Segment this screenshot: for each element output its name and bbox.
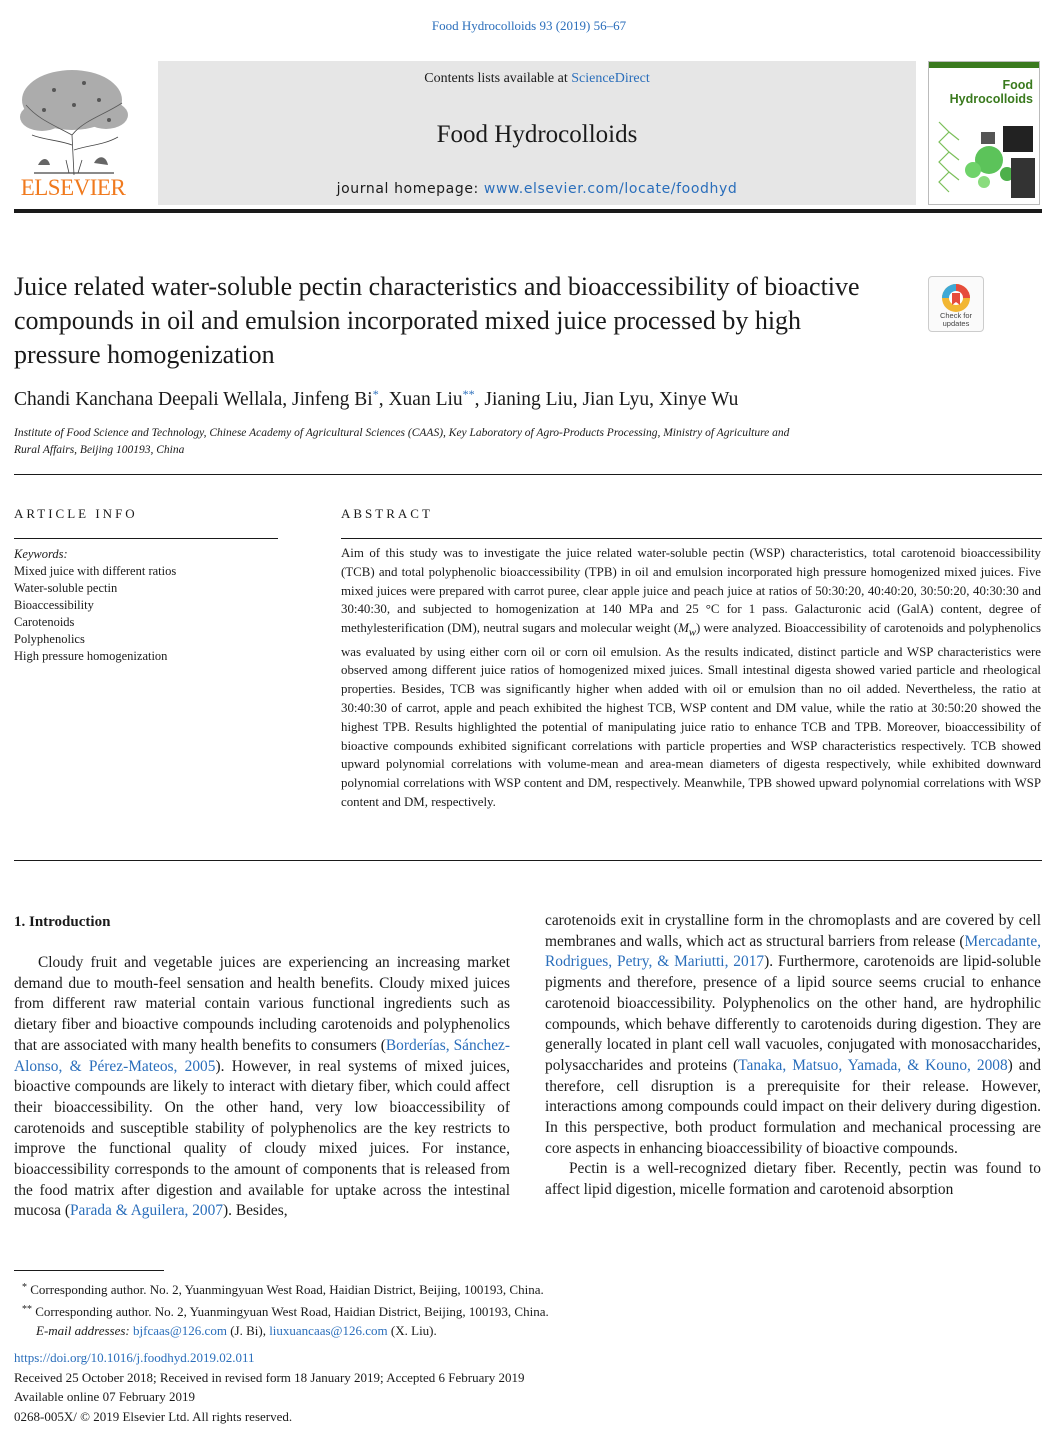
text: Cloudy fruit and vegetable juices are experiencing an increasing market demand due to mouth-feel sensation and health benefits. Cloudy mixed juices from different raw material contain various functional ingredients such as dietary fiber and bioactive compounds including carotenoids and polyphenolics that are associated with many health benefits to consumers ( [14,954,510,1054]
available-online: Available online 07 February 2019 [14,1389,195,1404]
reference-link[interactable]: Parada & Aguilera, 2007 [70,1202,224,1220]
reference-link[interactable]: Mercadante, Rodrigues, Petry, & Mariutti, 2017 [545,932,1041,971]
author-name[interactable]: Jian Lyu [582,389,650,410]
affiliation [14,425,914,459]
abstract-mw-symbol: M [678,621,689,636]
section-heading: 1. Introduction [14,914,111,930]
email-footnote [22,1321,922,1341]
article-info-heading: ARTICLE INFO [14,506,138,521]
keyword: Mixed juice with different ratios [14,564,177,578]
paragraph: Pectin is a well-recognized dietary fiber. Recently, pectin was found to affect lipid digestion, micelle formation and carotenoid absorption [545,1160,1041,1199]
elsevier-wordmark: ELSEVIER [20,175,126,200]
contents-prefix: Contents lists available at [424,71,572,86]
author-name[interactable]: Jianing Liu [484,389,573,410]
copyright: 0268-005X/ © 2019 Elsevier Ltd. All rights reserved. [14,1408,293,1424]
divider [341,538,1042,539]
keywords-list [14,546,294,665]
keyword: Bioaccessibility [14,598,94,612]
cover-molecule-icon [929,62,1039,204]
text: ). However, in real systems of mixed juices, bioactive compounds are likely to interact with dietary fiber, which could affect their bioaccessibility. On the other hand, very low bioaccessibility of carotenoids and susceptible stability of polyphenolics are the key restricts to improve the functional quality of cloudy mixed juices. For instance, bioaccessibility corresponds to the amount of components that is released from the food matrix after digestion and available for uptake across the intestinal mucosa ( [14,1057,510,1220]
footnote [22,1278,922,1300]
received-dates: Received 25 October 2018; Received in revised form 18 January 2019; Accepted 6 February 2019 [14,1369,525,1385]
email-owner: (J. Bi), [226,1323,270,1338]
body-column-right [545,911,1041,1201]
text: ). Furthermore, carotenoids are lipid-soluble pigments and therefore, presence of a lipid source seems crucial to enhance carotenoid bioaccessibility. Polyphenolics on the other hand, are hydrophilic compounds, which behave differently to carotenoids during digestion. They are generally located in plant cell wall vacuoles, conjugated with monosaccharides, polysaccharides and proteins ( [545,953,1041,1074]
journal-name: Food Hydrocolloids [436,121,638,148]
keyword: Carotenoids [14,615,75,629]
footnote-mark: ** [22,1303,32,1315]
keyword: High pressure homogenization [14,649,168,663]
text: ). Besides, [223,1202,288,1220]
body-column-left [14,953,510,1222]
corresponding-author-mark[interactable]: ** [462,387,475,401]
text: carotenoids exit in crystalline form in the chromoplasts and are covered by cell membranes and walls, which act as structural barriers from release ( [545,912,1041,950]
keyword: Water-soluble pectin [14,581,118,595]
abstract-part: Aim of this study was to investigate the juice related water-soluble pectin (WSP) characteristics, total carotenoid bioaccessibility (TCB) and total polyphenolic bioaccessibility (TPB) in oil and emulsion incorporated high pressure homogenized mixed juices. Five mixed juices were prepared with carrot puree, clear apple juice and peach juice at ratios of 50:30:20, 40:40:20, 30:50:20, 40:30:30 and 30:40:30, and subjected to homogenization at 140 MPa and 25 °C for 1 pass. Galacturonic acid (GalA) content, degree of methylesterification (DM), neutral sugars and molecular weight ( [341,546,1041,636]
keywords-label: Keywords: [14,547,68,561]
reference-link[interactable]: Tanaka, Matsuo, Yamada, & Kouno, 2008 [738,1056,1008,1074]
reference-link[interactable]: Borderías, Sánchez-Alonso, & Pérez-Mateos, 2005 [14,1036,510,1075]
affiliation-line-2: Rural Affairs, Beijing 100193, China [14,444,185,456]
article-title: Juice related water-soluble pectin characteristics and bioaccessibility of bioactive compounds in oil and emulsion incorporated mixed juice processed by high pressure homogenization [14,272,860,369]
email-label: E-mail addresses: [36,1323,130,1338]
abstract-text [341,544,1041,812]
abstract-part: ) were analyzed. Bioaccessibility of carotenoids and polyphenolics was evaluated by using either corn oil or corn oil emulsion. As the results indicated, distinct particle and WSP characteristics were observed among different juice ratios of homogenized mixed juices. Small intestinal digesta showed varied particle and rheological properties. Besides, TCB was significantly higher when added with oil or emulsion than no oil added. Nevertheless, the ratio at 30:40:30 of carrot, apple and peach exhibited the highest TCB, WSP content and DM value, while the ratio at 30:50:20 showed the highest TPB. Results highlighted the potential of manipulating juice ratio to enhance TCB and TPB. Moreover, bioaccessibility of bioactive compounds exhibited significant correlations with particle properties and WSP characteristics respectively. TCB showed upward polynomial correlations with volume-mean and area-mean diameters of digesta respectively, while exhibited downward polynomial correlations with WSP content and DM, respectively. Meanwhile, TPB showed upward polynomial correlations with WSP content and DM, respectively. [341,621,1042,809]
author-name[interactable]: Xinye Wu [658,389,739,410]
email-link[interactable]: bjfcaas@126.com [133,1323,227,1338]
doi-link[interactable]: https://doi.org/10.1016/j.foodhyd.2019.02.011 [14,1350,255,1365]
abstract-mw-subscript: w [688,626,697,639]
footnote-mark: * [22,1282,27,1293]
sciencedirect-link[interactable]: ScienceDirect [571,71,650,86]
journal-homepage-link[interactable]: www.elsevier.com/locate/foodhyd [483,181,738,197]
keyword: Polyphenolics [14,632,85,646]
corresponding-author-mark[interactable]: * [372,387,379,401]
footnote-rule [14,1270,164,1271]
paragraph [545,911,1041,1159]
email-link[interactable]: liuxuancaas@126.com [269,1323,388,1338]
check-for-updates-button[interactable] [928,276,984,332]
email-owner: (X. Liu). [387,1323,437,1338]
abstract-heading: ABSTRACT [341,506,433,521]
text: ) and therefore, cell disruption is a prerequisite for their release. However, interactions among compounds could impact on their delivery during digestion. In this perspective, both product formulation and mechanical processing are core aspects in enhancing bioaccessibility of bioactive compounds. [545,1056,1042,1157]
footnote-text: Corresponding author. No. 2, Yuanmingyuan West Road, Haidian District, Beijing, 100193, China. [32,1303,549,1319]
paragraph [14,953,510,1222]
contents-line [158,71,916,87]
journal-cover[interactable] [928,61,1040,205]
footnotes [22,1278,922,1341]
homepage-line [158,181,916,197]
homepage-prefix: journal homepage: [336,181,484,197]
journal-citation[interactable]: Food Hydrocolloids 93 (2019) 56–67 [431,18,627,33]
author-name[interactable]: Xuan Liu [388,389,463,410]
cover-title-line-2: Hydrocolloids [949,92,1033,106]
header-rule [14,209,1042,213]
cover-title-line-1: Food [1002,78,1033,92]
footnote [22,1300,922,1322]
divider [14,474,1042,475]
footnote-text: Corresponding author. No. 2, Yuanmingyuan West Road, Haidian District, Beijing, 100193, China. [27,1282,544,1297]
check-updates-label: Check for updates [939,311,973,328]
author-name[interactable]: Chandi Kanchana Deepali Wellala [14,389,283,410]
divider [14,860,1042,861]
divider [14,538,278,539]
publication-info [14,1348,914,1426]
affiliation-line-1: Institute of Food Science and Technology, Chinese Academy of Agricultural Sciences (CAAS), Key Laboratory of Agro-Products Processing, Ministry of Agriculture and [14,427,790,439]
author-list: Chandi Kanchana Deepali Wellala, Jinfeng Bi*, Xuan Liu**, Jianing Liu, Jian Lyu, Xinye Wu [14,387,739,410]
masthead-box [158,61,916,205]
author-name[interactable]: Jinfeng Bi [292,389,373,410]
journal-header [14,57,1042,213]
